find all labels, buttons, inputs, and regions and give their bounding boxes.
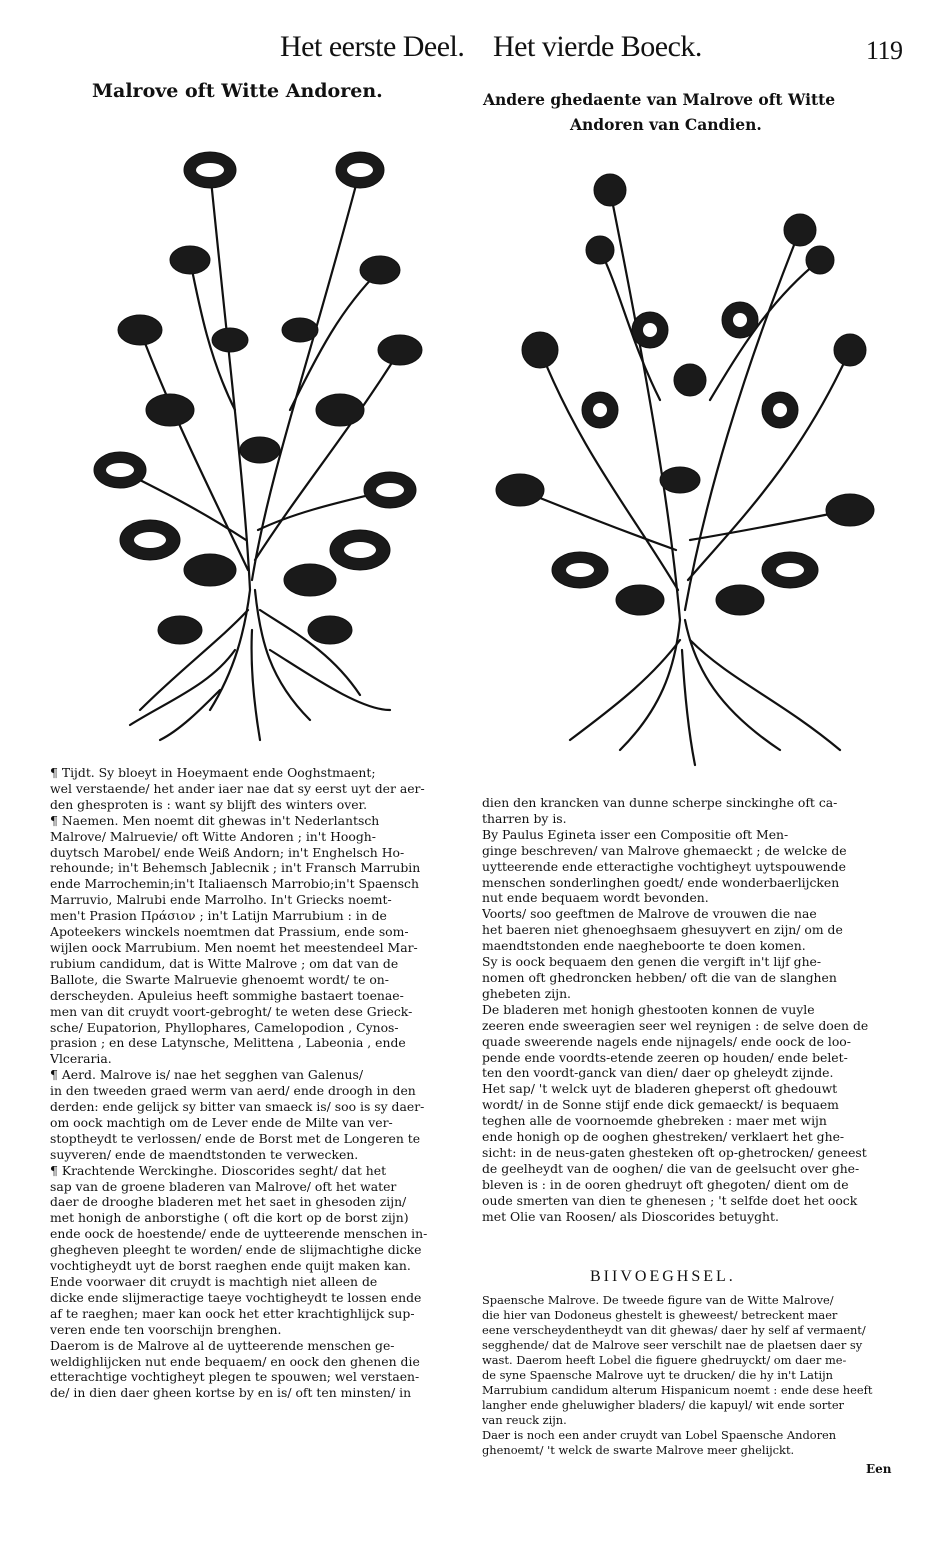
bijvoeghsel-line: langher ende gheluwigher bladers/ die kapuyl/ wit ende sorter [482, 1398, 845, 1412]
left-line: in den tweeden graed werm van aerd/ ende droogh in den [50, 1083, 416, 1099]
left-line: derden: ende gelijck sy bitter van smaeck is/ soo is sy daer- [50, 1099, 425, 1115]
left-line: vochtigheydt uyt de borst raeghen ende quijt maken kan. [50, 1258, 411, 1274]
left-line: af te raeghen; maer kan oock het etter krachtighlijck sup- [50, 1305, 415, 1321]
page-number: 119 [866, 36, 903, 65]
left-line: veren ende ten voorschijn brenghen. [50, 1321, 282, 1337]
left-figure-title: Malrove oft Witte Andoren. [92, 80, 383, 102]
right-line: Sy is oock bequaem den genen die vergift in't lijf ghe- [482, 954, 822, 970]
right-line: uytteerende ende etteractighe vochtigheyt uytspouwende [482, 858, 846, 874]
right-line: de geelheydt van de ooghen/ die van de geelsucht over ghe- [482, 1160, 860, 1176]
right-line: pende ende voordts-etende zeeren op houden/ ende belet- [482, 1049, 848, 1065]
left-line: de/ in dien daer gheen kortse by en is/ oft ten minsten/ in [50, 1385, 412, 1401]
left-line: ¶ Tijdt. Sy bloeyt in Hoeymaent ende Ooghstmaent; [50, 765, 376, 780]
bijvoeghsel-text [482, 1293, 900, 1458]
catchword: Een [866, 1462, 892, 1476]
bijvoeghsel-line: Marrubium candidum alterum Hispanicum noemt : ende dese heeft [482, 1383, 873, 1397]
bijvoeghsel-line: die hier van Dodoneus ghestelt is gheweest/ betreckent maer [482, 1308, 838, 1322]
left-line: suyveren/ ende de maendtstonden te verwecken. [50, 1146, 359, 1162]
left-line: Malrove/ Malruevie/ oft Witte Andoren ; in't Hoogh- [50, 828, 376, 844]
right-line: quade sweerende nagels ende nijnagels/ ende oock de loo- [482, 1033, 851, 1049]
left-line: Marruvio, Malrubi ende Marrolho. In't Griecks noemt- [50, 892, 392, 908]
right-line: het baeren niet ghenoeghsaem ghesuyvert en zijn/ om de [482, 922, 843, 938]
right-line: By Paulus Egineta isser een Compositie oft Men- [482, 826, 789, 842]
right-line: maendtstonden ende naegheboorte te doen komen. [482, 938, 806, 954]
left-text-column [50, 765, 465, 1401]
right-text-column [482, 795, 900, 1224]
left-line: Apoteekers winckels noemtmen dat Prassium, ende som- [50, 924, 409, 940]
right-line: tharren by is. [482, 810, 567, 826]
right-figure-title-line1: Andere ghedaente van Malrove oft Witte [483, 90, 836, 109]
malrove-woodcut-illustration [60, 110, 440, 750]
left-line: duytsch Marobel/ ende Weiß Andorn; in't Enghelsch Ho- [50, 844, 405, 860]
right-line: menschen sonderlinghen goedt/ ende wonderbaerlijcken [482, 874, 840, 890]
left-line: weldighlijcken nut ende bequaem/ en oock den ghenen die [50, 1353, 420, 1369]
bijvoeghsel-line: ghenoemt/ 't welck de swarte Malrove meer ghelijckt. [482, 1443, 795, 1457]
left-line: Daerom is de Malrove al de uytteerende menschen ge- [50, 1337, 395, 1353]
bijvoeghsel-line: segghende/ dat de Malrove seer verschilt nae de plaetsen daer sy [482, 1338, 863, 1352]
right-line: sicht: in de neus-gaten ghesteken oft op-ghetrocken/ geneest [482, 1144, 867, 1160]
left-line: rehounde; in't Behemsch Jablecnik ; in't Fransch Marrubin [50, 860, 421, 876]
right-line: zeeren ende sweeragien seer wel reynigen : de selve doen de [482, 1017, 869, 1033]
bijvoeghsel-line: van reuck zijn. [482, 1413, 567, 1427]
left-line: sche/ Eupatorion, Phyllophares, Camelopodion , Cynos- [50, 1019, 399, 1035]
right-line: wordt/ in de Sonne stijf ende dick gemaeckt/ is bequaem [482, 1097, 839, 1113]
running-head-right: Het vierde Boeck. [493, 30, 702, 63]
left-line: wel verstaende/ het ander iaer nae dat sy eerst uyt der aer- [50, 780, 425, 796]
left-line: ¶ Naemen. Men noemt dit ghewas in't Nederlantsch [50, 812, 380, 828]
right-line: ginge beschreven/ van Malrove ghemaeckt ; de welcke de [482, 842, 847, 858]
left-line: prasion ; en dese Latynsche, Melittena , Labeonia , ende [50, 1035, 406, 1051]
bijvoeghsel-line: wast. Daerom heeft Lobel die figuere ghedruyckt/ om daer me- [482, 1353, 847, 1367]
right-line: nomen oft ghedroncken hebben/ oft die van de slanghen [482, 969, 837, 985]
left-line: ¶ Krachtende Werckinghe. Dioscorides seght/ dat het [50, 1162, 387, 1178]
running-head-left: Het eerste Deel. [280, 30, 465, 63]
left-line: sap van de groene bladeren van Malrove/ oft het water [50, 1178, 397, 1194]
left-line: etterachtige vochtigheyt plegen te spouwen; wel verstaen- [50, 1369, 420, 1385]
right-line: oude smerten van dien te ghenesen ; 't selfde doet het oock [482, 1192, 858, 1208]
bijvoeghsel-line: Daer is noch een ander cruydt van Lobel Spaensche Andoren [482, 1428, 837, 1442]
bijvoeghsel-heading: BIIVOEGHSEL. [590, 1268, 736, 1285]
right-line: ten den voordt-ganck van dien/ daer op gheleydt zijnde. [482, 1065, 834, 1081]
left-line: Ende voorwaer dit cruydt is machtigh niet alleen de [50, 1274, 378, 1289]
left-line: rubium candidum, dat is Witte Malrove ; om dat van de [50, 955, 399, 971]
left-line: om oock machtigh om de Lever ende de Milte van ver- [50, 1114, 393, 1130]
right-line: bleven is : in de ooren ghedruyt oft ghegoten/ dient om de [482, 1176, 849, 1192]
left-line: dicke ende slijmeractige taeye vochtigheydt te lossen ende [50, 1289, 422, 1305]
right-line: met Olie van Roosen/ als Dioscorides betuyght. [482, 1208, 779, 1224]
left-line: men van dit cruydt voort-gebroght/ te weten dese Grieck- [50, 1003, 413, 1019]
malrove-candia-woodcut-illustration [480, 150, 880, 770]
left-line: ende Marrochemin;in't Italiaensch Marrobio;in't Spaensch [50, 876, 419, 892]
right-line: teghen alle de voornoemde ghebreken : maer met wijn [482, 1113, 827, 1129]
bijvoeghsel-line: de syne Spaensche Malrove uyt te drucken/ die hy in't Latijn [482, 1368, 833, 1382]
right-figure-title-line2: Andoren van Candien. [570, 115, 762, 134]
left-line: ende oock de hoestende/ ende de uytteerende menschen in- [50, 1226, 428, 1242]
left-line: stoptheydt te verlossen/ ende de Borst met de Longeren te [50, 1130, 421, 1146]
right-line: dien den krancken van dunne scherpe sinckinghe oft ca- [482, 795, 838, 810]
right-line: nut ende bequaem wordt bevonden. [482, 890, 709, 906]
left-line: ghegheven pleeght te worden/ ende de slijmachtighe dicke [50, 1242, 422, 1258]
bijvoeghsel-line: Spaensche Malrove. De tweede figure van de Witte Malrove/ [482, 1293, 834, 1307]
left-line: Ballote, die Swarte Malruevie ghenoemt wordt/ te on- [50, 971, 389, 987]
left-line: men't Prasion Πράσιον ; in't Latijn Marrubium : in de [50, 908, 387, 924]
left-line: Vlceraria. [50, 1051, 112, 1067]
right-line: De bladeren met honigh ghestooten konnen de vuyle [482, 1001, 815, 1017]
right-line: ende honigh op de ooghen ghestreken/ verklaert het ghe- [482, 1129, 845, 1145]
left-line: met honigh de anborstighe ( oft die kort op de borst zijn) [50, 1210, 409, 1226]
left-line: wijlen oock Marrubium. Men noemt het meestendeel Mar- [50, 939, 418, 955]
left-line: den ghesproten is : want sy blijft des winters over. [50, 796, 368, 812]
left-line: ¶ Aerd. Malrove is/ nae het segghen van Galenus/ [50, 1067, 363, 1083]
right-line: Voorts/ soo geeftmen de Malrove de vrouwen die nae [482, 906, 817, 922]
bijvoeghsel-line: eene verscheydentheydt van dit ghewas/ daer hy self af vermaent/ [482, 1323, 866, 1337]
left-line: derscheyden. Apuleius heeft sommighe bastaert toenae- [50, 987, 404, 1003]
left-line: daer de drooghe bladeren met het saet in ghesoden zijn/ [50, 1194, 407, 1210]
right-line: ghebeten zijn. [482, 985, 571, 1001]
right-line: Het sap/ 't welck uyt de bladeren gheperst oft ghedouwt [482, 1081, 838, 1097]
